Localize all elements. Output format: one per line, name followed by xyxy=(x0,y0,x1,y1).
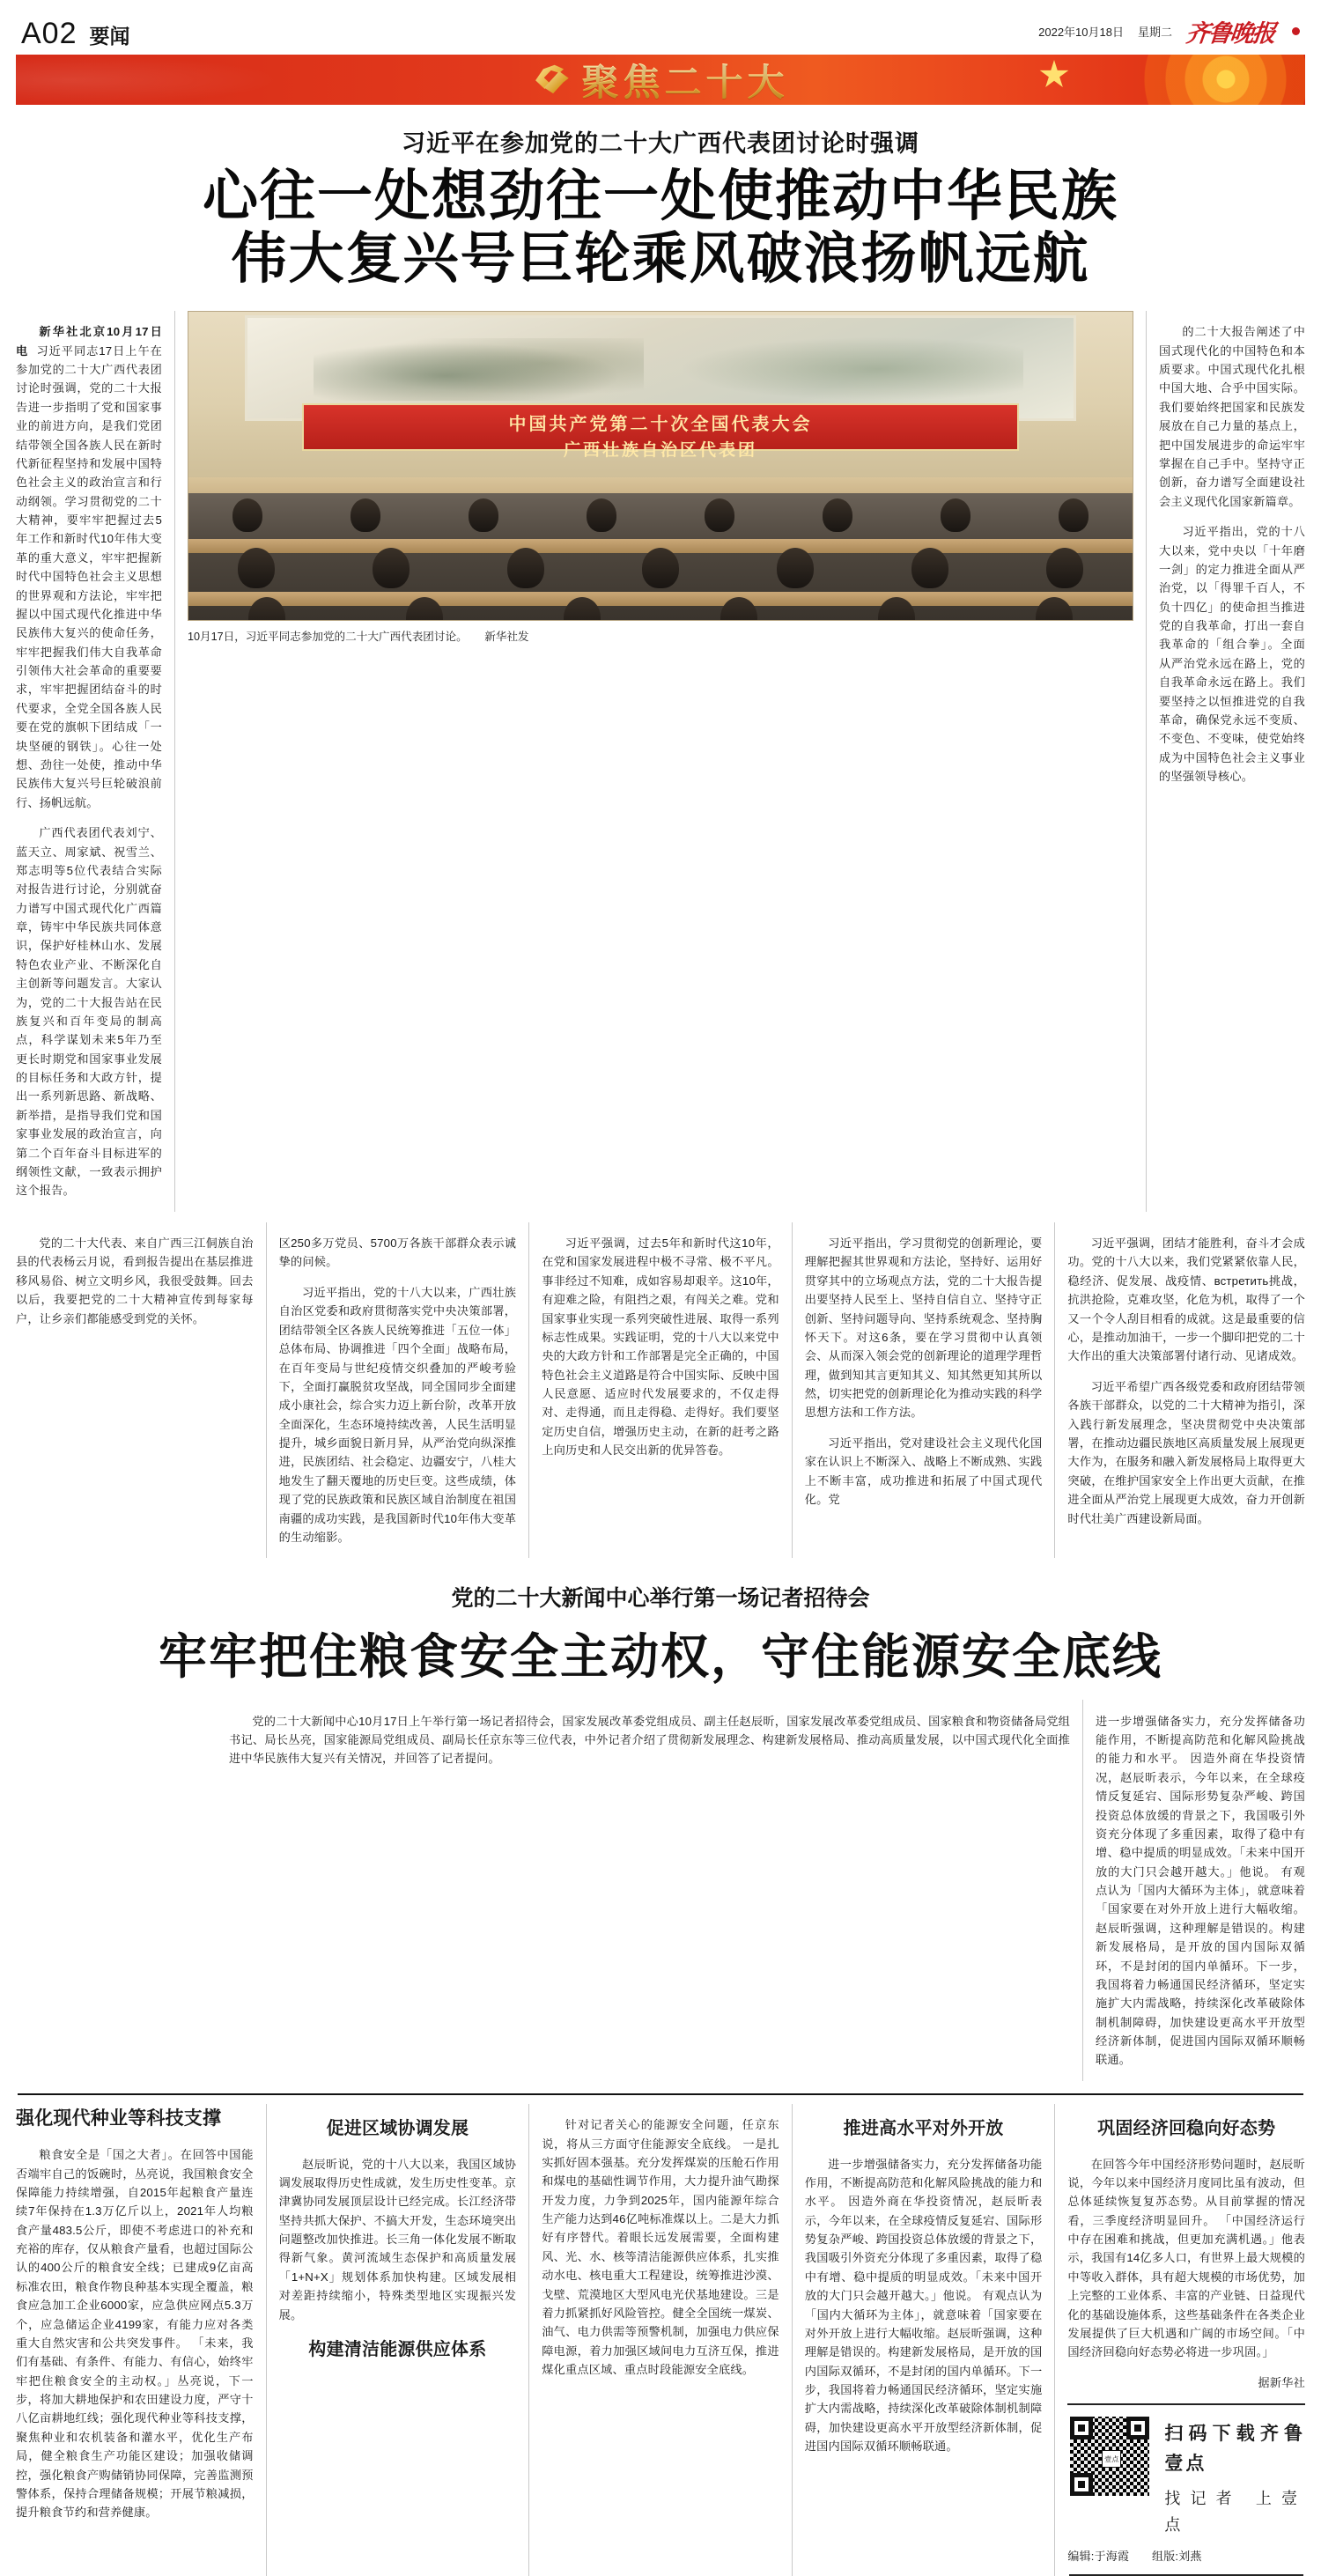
section-rule xyxy=(18,2093,1303,2095)
qr-subtitle: 找记者 上壹点 xyxy=(1164,2490,1305,2534)
article1-col1-text: 习近平同志17日上午在参加党的二十大广西代表团讨论时强调，党的二十大报告进一步指明了党和国家事业的前进方向，是我们党团结带领全国各族人民在新时代新征程坚持和发展中国特色社会主义的政治宣言和行动纲领。学习贯彻党的二十大精神，要牢牢把握过去5年工作和新时代10年伟大变革的重大意义，牢牢把握新时代中国特色社会主义思想的世界观和方法论，牢牢把握以中国式现代化推进中华民族伟大复兴的使命任务，牢牢把握我们伟大自我革命引领伟大社会革命的重要要求，牢牢把握团结奋斗的时代要求，全党全国各族人民要在党的旗帜下团结成「一块坚硬的钢铁」。心往一处想、劲往一处使，推动中华民族伟大复兴号巨轮破浪前行、扬帆远航。 xyxy=(16,343,162,809)
article2-body-2: 赵辰昕说，党的十八大以来，我国区域协调发展取得历史性成就，发生历史性变革。京津冀协同发展顶层设计已经完成。长江经济带坚持共抓大保护、不搞大开发，生态环境突出问题整改加快推进。长三角一体化发展不断取得新气象。黄河流域生态保护和高质量发展「1+N+X」规划体系加快构建。区域发展相对差距持续缩小，特殊类型地区实现振兴发展。 xyxy=(278,2157,517,2321)
masthead xyxy=(16,0,1305,55)
article2-top-region xyxy=(16,1700,1305,2081)
article1-colmid3-text: 习近平强调，过去5年和新时代这10年，在党和国家发展进程中极不寻常、极不平凡。事非经过不知难，成如容易却艰辛。这10年，有迎难之险，有阻挡之艰，有闯关之难。党和国家事业实现一系列突破性进展、取得一系列标志性成果。实践证明，党的十八大以来党中央的大政方针和工作部署是完全正确的，中国特色社会主义道路是符合中国实际、反映中国人民意愿、适应时代发展要求的，不仅走得对、走得通，而且走得稳、走得好。我们要坚定历史自信，增强历史主动，在新的赶考之路上向历史和人民交出新的优异答卷。 xyxy=(542,1236,779,1458)
photo-credit: 新华社发 xyxy=(484,631,529,644)
article1-headline-block xyxy=(16,105,1305,297)
article2-body-5: 在回答今年中国经济形势问题时，赵辰昕说，今年以来中国经济月度同比虽有波动，但总体延续恢复复苏态势。从目前掌握的情况看，三季度经济明显回升。 「中国经济运行中存在困难和挑战，但更加充满机遇。」他表示，我国有14亿多人口，有世界上最大规模的中等收入群体，具有超大规模的市场优势，加上完整的工业体系、丰富的产业链、日益现代化的基础设施体系，这些基础条件在各类企业发展提供了巨大机遇和广阔的市场空间。「中国经济回稳向好态势必将进一步巩固。」 xyxy=(1067,2157,1305,2359)
article1-lower-col1 xyxy=(16,1222,254,1559)
article2-col-5 xyxy=(1067,2104,1305,2576)
article2-right-col-top xyxy=(1096,1700,1305,2081)
photo-audience xyxy=(188,493,1133,620)
brand-dot-icon xyxy=(1292,27,1300,35)
article1-colmid2-text: 习近平指出，党的十八大以来，广西壮族自治区党委和政府贯彻落实党中央决策部署，团结带领全区各族人民统筹推进「五位一体」总体布局、协调推进「四个全面」战略布局，在百年变局与世纪疫情交织叠加的严峻考验下，全面打赢脱贫攻坚战，同全国同步全面建成小康社会，综合实力迈上新台阶，改革开放全面深化，生态环境持续改善，人民生活明显提升，城乡面貌日新月异，从严治党向纵深推进，民族团结、社会稳定、边疆安宁，八桂大地发生了翻天覆地的历史巨变。这些成绩，体现了党的民族政策和民族区域自治制度在祖国南疆的成功实践，是我国新时代10年伟大变革的生动缩影。 xyxy=(278,1286,517,1544)
article2-col-1 xyxy=(16,2104,254,2576)
article1-colr4-text: 习近平希望广西各级党委和政府团结带领各族干部群众，以党的二十大精神为指引，深入践行新发展理念，坚决贯彻党中央决策部署，在推动边疆民族地区高质量发展上展现更大作为，在服务和融入新发展格局上取得更大突破，在维护国家安全上作出更大贡献，在推进全面从严治党上展现更大成效，奋力开创新时代壮美广西建设新局面。 xyxy=(1067,1379,1305,1525)
article2-body-1: 粮食安全是「国之大者」。在回答中国能否端牢自己的饭碗时，丛亮说，我国粮食安全保障能力持续增强，自2015年起粮食产量连续7年保持在1.3万亿斤以上，2021年人均粮食产量483.5公斤，即使不考虑进口的补充和充裕的库存，仅从粮食产量看，也超过国际公认的400公斤的粮食安全线；已建成9亿亩高标准农田，粮食作物良种基本实现全覆盖，粮食应急加工企业6000家，应急供应网点5.3万个，应急储运企业4199家，有能力应对各类重大自然灾害和公共突发事件。 「未来，我们有基础、有条件、有能力、有信心，始终牢牢把住粮食安全的主动权。」丛亮说，下一步，将加大耕地保护和农田建设力度，严守十八亿亩耕地红线；强化现代种业等科技支撑，聚焦种业和农机装备和灌水平，优化生产布局，健全粮食生产功能区建设；加强收储调控，强化粮食产购储销协同保障，完善监测预警体系，保持合理储备规模；开展节粮减损，提升粮食节约和营养健康。 xyxy=(16,2148,254,2520)
newspaper-brand-logo: 齐鲁晚报 xyxy=(1184,20,1276,47)
column-divider-5 xyxy=(792,1222,793,1559)
column-divider-2 xyxy=(1146,311,1147,1212)
column-divider xyxy=(174,311,175,1212)
page-folio: A02 xyxy=(21,17,77,50)
article2-lead-text: 党的二十大新闻中心10月17日上午举行第一场记者招待会，国家发展改革委党组成员、副主任赵辰昕，国家发展改革委党组成员、国家粮食和物资储备局党组书记、局长丛亮，国家能源局党组成员、副局长任京东等三位代表，中外记者介绍了贯彻新发展理念、构建新发展格局、推动高质量发展，以中国式现代化全面推进中华民族伟大复兴有关情况，并回答了记者提问。 xyxy=(229,1714,1070,1766)
article2-source: 据新华社 xyxy=(1258,2375,1305,2389)
article2-shoulder: 党的二十大新闻中心举行第一场记者招待会 xyxy=(451,1587,870,1612)
article1-headline xyxy=(16,166,1305,290)
app-promo-box[interactable] xyxy=(1067,2403,1305,2537)
article2-subhead-2: 促进区域协调发展 xyxy=(326,2118,469,2138)
article1-photo xyxy=(188,311,1133,621)
column-divider-11 xyxy=(1054,2104,1055,2576)
article2-lead xyxy=(229,1700,1070,2081)
photo-image xyxy=(188,312,1133,620)
article1-colmid5-text: 习近平指出，党对建设社会主义现代化国家在认识上不断深入、战略上不断成熟、实践上不断丰富，成功推进和拓展了中国式现代化。党 xyxy=(804,1436,1043,1507)
party-emblem-icon xyxy=(532,61,572,100)
qr-code-icon[interactable] xyxy=(1067,2414,1152,2498)
page-credits xyxy=(1067,2547,1305,2565)
article1-lower-col3 xyxy=(542,1222,779,1559)
article1-col3-text: 党的二十大代表、来自广西三江侗族自治县的代表杨云月说，看到报告提出在基层推进移风易俗、树立文明乡风，我很受鼓舞。回去以后，我要把党的二十大精神宣传到每家每户，让乡亲们都能感受到党的关怀。 xyxy=(16,1236,254,1325)
qr-finder-tr xyxy=(1126,2417,1149,2439)
app-promo-texts xyxy=(1164,2414,1305,2537)
banner-glow xyxy=(16,55,280,105)
publication-date: 2022年10月18日 xyxy=(1038,26,1124,39)
editor-credit: 编辑:于海霞 xyxy=(1067,2549,1130,2563)
article2-sec4-tail: 进一步增强储备实力，充分发挥储备功能作用，不断提高防范和化解风险挑战的能力和水平。 因造外商在华投资情况，赵辰昕表示，今年以来，在全球疫情反复延宕、国际形势复杂严峻、跨国投资总体放缓的背景之下，我国吸引外资充分体现了多重因素，取得了稳中有增、稳中提质的明显成效。「未来中国开放的大门只会越开越大。」他说。 有观点认为「国内大循环为主体」，就意味着「国家要在对外开放上进行大幅收缩。赵辰昕强调，这种理解是错误的。构建新发展格局，是开放的国内国际双循环，不是封闭的国内单循环。下一步，我国将着力畅通国民经济循环，坚定实施扩大内需战略，持续深化改革破除体制机制障碍，加快建设更高水平开放型经济新体制，促进国内国际双循环顺畅联通。 xyxy=(1096,1714,1305,2067)
article1-headline-line2: 伟大复兴号巨轮乘风破浪扬帆远航 xyxy=(231,227,1090,290)
article1-col-right-top xyxy=(1159,311,1305,1212)
masthead-right xyxy=(1038,14,1300,51)
article2-headline-block xyxy=(16,1581,1305,1687)
photo-caption xyxy=(188,627,1133,644)
section-name: 要闻 xyxy=(89,25,130,48)
masthead-left xyxy=(21,17,130,51)
column-divider-10 xyxy=(792,2104,793,2576)
article1-lower-col2 xyxy=(279,1222,517,1559)
article2-col-3 xyxy=(542,2104,779,2576)
qr-finder-tl xyxy=(1070,2417,1093,2439)
article2-subhead-4: 推进高水平对外开放 xyxy=(843,2118,1004,2138)
layout-credit: 组版:刘燕 xyxy=(1152,2549,1202,2563)
article2-body-3: 针对记者关心的能源安全问题，任京东说，将从三方面守住能源安全底线。 一是扎实抓好固本强基。充分发挥煤炭的压舱石作用和煤电的基础性调节作用，大力提升油气勘探开发力度，力争到2025年，国内能源年综合生产能力达到46亿吨标准煤以上。二是大力抓好有序替代。着眼长远发展需要，全面构建风、光、水、核等清洁能源供应体系，扎实推动水电、核电重大工程建设，统筹推进沙漠、戈壁、荒漠地区大型风电光伏基地建设。三是着力抓紧抓好风险管控。健全全国统一煤炭、油气、电力供需等预警机制，加强电力供应保障电源，着力加强区域间电力互济互保，推进煤化重点区域、重点时段能源安全底线。 xyxy=(542,2118,779,2377)
banner-title: 聚焦二十大 xyxy=(581,55,788,105)
article1-col1 xyxy=(16,311,162,1212)
column-divider-9 xyxy=(528,2104,529,2576)
article1-colmid1-text: 区250多万党员、5700万各族干部群众表示诚挚的问候。 xyxy=(278,1236,517,1269)
article2-body-region xyxy=(16,2104,1305,2576)
column-divider-8 xyxy=(266,2104,267,2576)
column-divider-7 xyxy=(1082,1700,1083,2081)
column-divider-6 xyxy=(1054,1222,1055,1559)
column-divider-3 xyxy=(266,1222,267,1559)
article2-body-4: 进一步增强储备实力，充分发挥储备功能作用，不断提高防范和化解风险挑战的能力和水平。 因造外商在华投资情况，赵辰昕表示，今年以来，在全球疫情反复延宕、国际形势复杂严峻、跨国投资总体放缓的背景之下，我国吸引外资充分体现了多重因素，取得了稳中有增、稳中提质的明显成效。「未来中国开放的大门只会越开越大。」他说。 有观点认为「国内大循环为主体」，就意味着「国家要在对外开放上进行大幅收缩。赵辰昕强调，这种理解是错误的。构建新发展格局，是开放的国内国际双循环，不是封闭的国内单循环。下一步，我国将着力畅通国民经济循环，坚定实施扩大内需战略，持续深化改革破除体制机制障碍，加快建设更高水平开放型经济新体制，促进国内国际双循环顺畅联通。 xyxy=(804,2157,1043,2454)
article1-photo-region xyxy=(188,311,1133,1212)
article1-colr1-text: 的二十大报告阐述了中国式现代化的中国特色和本质要求。中国式现代化扎根中国大地、合乎中国实际。我们要始终把国家和民族发展放在自己力量的基点上，把中国发展进步的命运牢牢掌握在自己手中。坚持守正创新，奋力谱写全面建设社会主义现代化国家新篇章。 xyxy=(1159,325,1305,508)
qr-finder-bl xyxy=(1070,2473,1093,2496)
article1-headline-line1: 心往一处想劲往一处使推动中华民族 xyxy=(203,166,1118,227)
article1-colr2-text: 习近平指出，党的十八大以来，党中央以「十年磨一剑」的定力推进全面从严治党，以「得罪千百人，不负十四亿」的使命担当推进党的自我革命，打出一套自我革命的「组合拳」。全面从严治党永远在路上，党的自我革命永远在路上。我们要坚持之以恒推进党的自我革命，确保党永远不变质、不变色、不变味，使党始终成为中国特色社会主义事业的坚强领导核心。 xyxy=(1159,525,1305,784)
article1-colr3-text: 习近平强调，团结才能胜利，奋斗才会成功。党的十八大以来，我们党紧紧依靠人民，稳经济、促发展、战疫情、встретить挑战，抗洪抢险，克难攻坚，化危为机，取得了一个又一个令人刮目相看的成就。这是最重要的信心，是推动加油干，一步一个脚印把党的二十大作出的重大决策部署付诸行动、见诸成效。 xyxy=(1067,1236,1305,1363)
article2-subhead-1: 强化现代种业等科技支撑 xyxy=(16,2107,222,2129)
photo-banner-line2: 广西壮族自治区代表团 xyxy=(563,441,757,461)
lead-dateline: 新华社北京10月17日电 xyxy=(16,325,162,358)
article1-lower-col5 xyxy=(1067,1222,1305,1559)
article1-top-region xyxy=(16,311,1305,1212)
article1-col2-text: 广西代表团代表刘宁、蓝天立、周家斌、祝雪兰、郑志明等5位代表结合实际对报告进行讨论，分别就奋力谱写中国式现代化广西篇章，铸牢中华民族共同体意识，保护好桂林山水、发展特色农业产业、不断深化自主创新等问题发言。大家认为，党的二十大报告站在民族复兴和百年变局的制高点，科学谋划未来5年乃至更长时期党和国家事业发展的目标任务和大政方针，提出一系列新思路、新战略、新举措，是指导我们党和国家事业发展的政治宣言，向第二个百年奋斗目标进军的纲领性文献，一致表示拥护这个报告。 xyxy=(16,826,162,1198)
column-divider-4 xyxy=(528,1222,529,1559)
article1-lower-col4 xyxy=(805,1222,1043,1559)
article1-shoulder: 习近平在参加党的二十大广西代表团讨论时强调 xyxy=(402,130,919,157)
photo-banner-line1: 中国共产党第二十次全国代表大会 xyxy=(508,415,813,435)
article2-col-2 xyxy=(279,2104,517,2576)
qr-title: 扫码下载齐鲁壹点 xyxy=(1164,2424,1305,2475)
publication-weekday: 星期二 xyxy=(1137,26,1172,39)
special-coverage-banner xyxy=(16,55,1305,105)
article1-lead-paragraph xyxy=(16,322,162,812)
photo-stage-banner xyxy=(302,403,1020,461)
article2-headline: 牢牢把住粮食安全主动权，守住能源安全底线 xyxy=(158,1630,1162,1685)
article1-lower-region xyxy=(16,1222,1305,1559)
photo-caption-text: 10月17日，习近平同志参加党的二十大广西代表团讨论。 xyxy=(188,631,468,644)
article2-col-4 xyxy=(805,2104,1043,2576)
article1-colmid4-text: 习近平指出，学习贯彻党的创新理论，要理解把握其世界观和方法论，坚持好、运用好贯穿其中的立场观点方法，党的二十大报告提出要坚持人民至上、坚持自信自立、坚持守正创新、坚持问题导向、坚持系统观念、坚持胸怀天下。对这6条，要在学习贯彻中认真领会、从而深入领会党的创新理论的道理学理哲理，做到知其言更知其义、知其然更知其所以然，切实把党的创新理论化为推动实践的科学思想方法和工作方法。 xyxy=(804,1236,1043,1420)
qr-center-logo: 壹点 xyxy=(1102,2450,1121,2468)
banner-starburst-icon xyxy=(935,55,1305,105)
article2-left-spacer xyxy=(16,1700,217,2081)
article2-subhead-3: 构建清洁能源供应体系 xyxy=(308,2340,487,2360)
article2-subhead-5: 巩固经济回稳向好态势 xyxy=(1097,2118,1276,2138)
